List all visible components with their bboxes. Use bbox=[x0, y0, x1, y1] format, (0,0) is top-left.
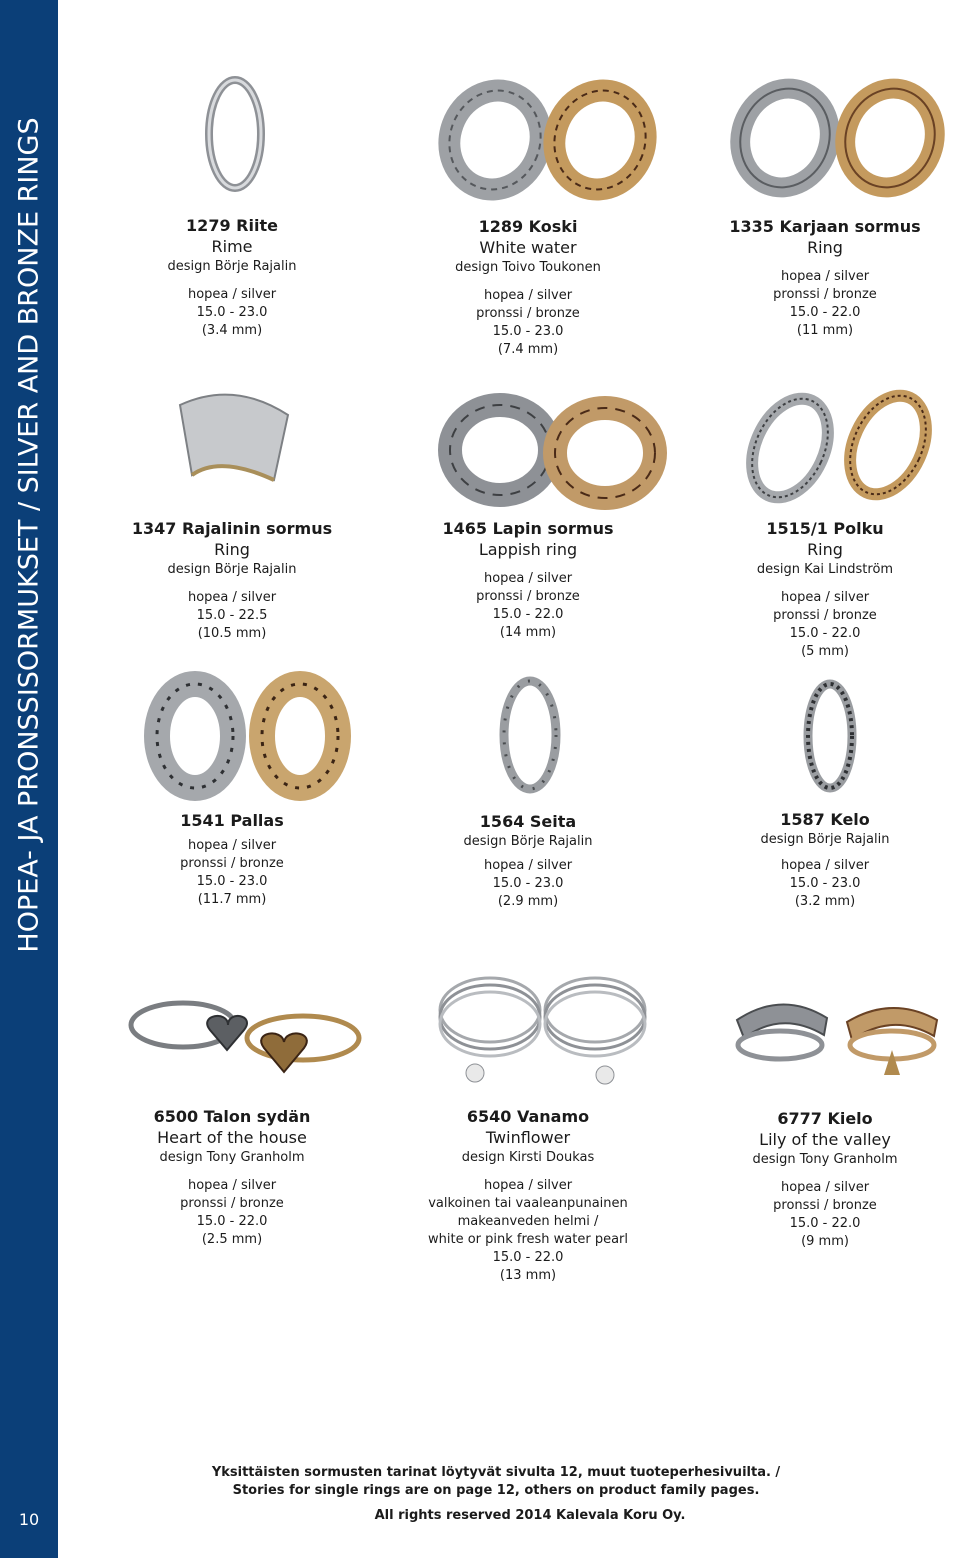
product-spec: (9 mm) bbox=[801, 1234, 849, 1249]
product-code: 1465 Lapin sormus bbox=[442, 519, 614, 538]
product-spec: 15.0 - 23.0 bbox=[492, 324, 564, 339]
sidebar bbox=[0, 0, 58, 1558]
product-name: White water bbox=[479, 238, 577, 257]
product-6777 bbox=[675, 1108, 960, 1251]
footer-note-line1: Yksittäisten sormusten tarinat löytyvät sivulta 12, muut tuoteperhesivuilta. / bbox=[211, 1465, 781, 1480]
product-spec: 15.0 - 22.0 bbox=[196, 1214, 268, 1229]
product-spec: hopea / silver bbox=[483, 571, 573, 586]
product-spec: (7.4 mm) bbox=[497, 342, 559, 357]
ring-6777-image bbox=[732, 990, 944, 1085]
product-spec: white or pink fresh water pearl bbox=[427, 1232, 629, 1247]
product-spec: pronssi / bronze bbox=[180, 856, 284, 871]
ring-1541-image bbox=[140, 677, 355, 795]
ring-1515-image bbox=[740, 390, 940, 505]
product-spec: valkoinen tai vaaleanpunainen bbox=[428, 1196, 628, 1211]
product-6500 bbox=[82, 1106, 382, 1249]
product-spec: (5 mm) bbox=[801, 644, 849, 659]
product-spec: 15.0 - 22.0 bbox=[789, 305, 861, 320]
product-spec: (2.5 mm) bbox=[201, 1232, 263, 1247]
product-spec: makeanveden helmi / bbox=[457, 1214, 599, 1229]
product-designer: design Toivo Toukonen bbox=[455, 260, 601, 275]
product-spec: 15.0 - 22.5 bbox=[196, 608, 268, 623]
ring-1587-image bbox=[800, 678, 860, 794]
product-designer: design Tony Granholm bbox=[159, 1150, 305, 1165]
ring-1465-image bbox=[445, 395, 665, 505]
product-spec: pronssi / bronze bbox=[476, 589, 580, 604]
product-spec: 15.0 - 23.0 bbox=[196, 874, 268, 889]
product-code: 1515/1 Polku bbox=[766, 519, 884, 538]
product-1335 bbox=[675, 216, 960, 340]
product-spec: hopea / silver bbox=[780, 590, 870, 605]
product-spec: hopea / silver bbox=[187, 838, 277, 853]
product-spec: pronssi / bronze bbox=[773, 1198, 877, 1213]
product-spec: 15.0 - 22.0 bbox=[492, 1250, 564, 1265]
product-spec: 15.0 - 23.0 bbox=[196, 305, 268, 320]
product-name: Lappish ring bbox=[478, 540, 578, 559]
ring-1347-image bbox=[170, 385, 298, 495]
product-code: 1347 Rajalinin sormus bbox=[131, 519, 333, 538]
product-spec: 15.0 - 22.0 bbox=[789, 1216, 861, 1231]
product-1564 bbox=[378, 811, 678, 911]
ring-1289-image bbox=[440, 80, 660, 200]
footer-note-line2: Stories for single rings are on page 12, others on product family pages. bbox=[232, 1483, 760, 1498]
product-designer: design Börje Rajalin bbox=[167, 562, 297, 577]
product-spec: 15.0 - 22.0 bbox=[492, 607, 564, 622]
product-code: 1289 Koski bbox=[478, 217, 578, 236]
product-spec: (3.4 mm) bbox=[201, 323, 263, 338]
product-name: Ring bbox=[807, 238, 843, 257]
product-1289 bbox=[378, 216, 678, 359]
sidebar-title: HOPEA- JA PRONSSISORMUKSET / SILVER AND BRONZE RINGS bbox=[13, 117, 45, 953]
product-code: 6500 Talon sydän bbox=[153, 1107, 311, 1126]
product-spec: hopea / silver bbox=[483, 858, 573, 873]
product-code: 1279 Riite bbox=[186, 216, 278, 235]
product-name: Rime bbox=[211, 237, 253, 256]
product-spec: hopea / silver bbox=[780, 1180, 870, 1195]
product-name: Ring bbox=[214, 540, 250, 559]
product-spec: (3.2 mm) bbox=[794, 894, 856, 909]
product-6540 bbox=[378, 1106, 678, 1285]
product-1587 bbox=[675, 809, 960, 911]
product-code: 1541 Pallas bbox=[180, 811, 284, 830]
product-1347 bbox=[82, 518, 382, 643]
product-designer: design Kirsti Doukas bbox=[461, 1150, 595, 1165]
product-code: 6777 Kielo bbox=[777, 1109, 873, 1128]
ring-1335-image bbox=[730, 78, 950, 198]
product-spec: hopea / silver bbox=[483, 1178, 573, 1193]
product-spec: hopea / silver bbox=[187, 1178, 277, 1193]
ring-1279-image bbox=[200, 75, 270, 193]
page-number: 10 bbox=[18, 1510, 40, 1529]
product-1465 bbox=[378, 518, 678, 642]
product-code: 1335 Karjaan sormus bbox=[729, 217, 921, 236]
product-1279 bbox=[82, 215, 382, 340]
product-code: 1564 Seita bbox=[479, 812, 577, 831]
product-designer: design Kai Lindström bbox=[756, 562, 894, 577]
product-spec: 15.0 - 22.0 bbox=[789, 626, 861, 641]
product-designer: design Börje Rajalin bbox=[167, 259, 297, 274]
ring-6500-image bbox=[128, 990, 363, 1090]
product-spec: pronssi / bronze bbox=[476, 306, 580, 321]
product-name: Twinflower bbox=[485, 1128, 571, 1147]
product-name: Heart of the house bbox=[157, 1128, 307, 1147]
product-spec: (11.7 mm) bbox=[197, 892, 267, 907]
product-code: 1587 Kelo bbox=[780, 810, 870, 829]
product-spec: hopea / silver bbox=[483, 288, 573, 303]
product-1515-1 bbox=[675, 518, 960, 661]
product-name: Lily of the valley bbox=[759, 1130, 891, 1149]
product-spec: pronssi / bronze bbox=[180, 1196, 284, 1211]
ring-6540-image bbox=[435, 965, 650, 1090]
product-spec: pronssi / bronze bbox=[773, 287, 877, 302]
product-designer: design Börje Rajalin bbox=[463, 834, 593, 849]
product-code: 6540 Vanamo bbox=[466, 1107, 590, 1126]
product-spec: (14 mm) bbox=[499, 625, 557, 640]
product-spec: hopea / silver bbox=[780, 858, 870, 873]
product-spec: pronssi / bronze bbox=[773, 608, 877, 623]
product-spec: (11 mm) bbox=[796, 323, 854, 338]
ring-1564-image bbox=[495, 675, 565, 795]
product-spec: hopea / silver bbox=[187, 287, 277, 302]
product-spec: 15.0 - 23.0 bbox=[492, 876, 564, 891]
product-spec: (13 mm) bbox=[499, 1268, 557, 1283]
product-name: Ring bbox=[807, 540, 843, 559]
footer-copyright: All rights reserved 2014 Kalevala Koru Oy. bbox=[374, 1508, 686, 1523]
product-spec: hopea / silver bbox=[780, 269, 870, 284]
product-spec: 15.0 - 23.0 bbox=[789, 876, 861, 891]
product-1541 bbox=[82, 810, 382, 909]
product-spec: (2.9 mm) bbox=[497, 894, 559, 909]
product-spec: (10.5 mm) bbox=[197, 626, 267, 641]
product-designer: design Börje Rajalin bbox=[760, 832, 890, 847]
product-spec: hopea / silver bbox=[187, 590, 277, 605]
product-designer: design Tony Granholm bbox=[752, 1152, 898, 1167]
